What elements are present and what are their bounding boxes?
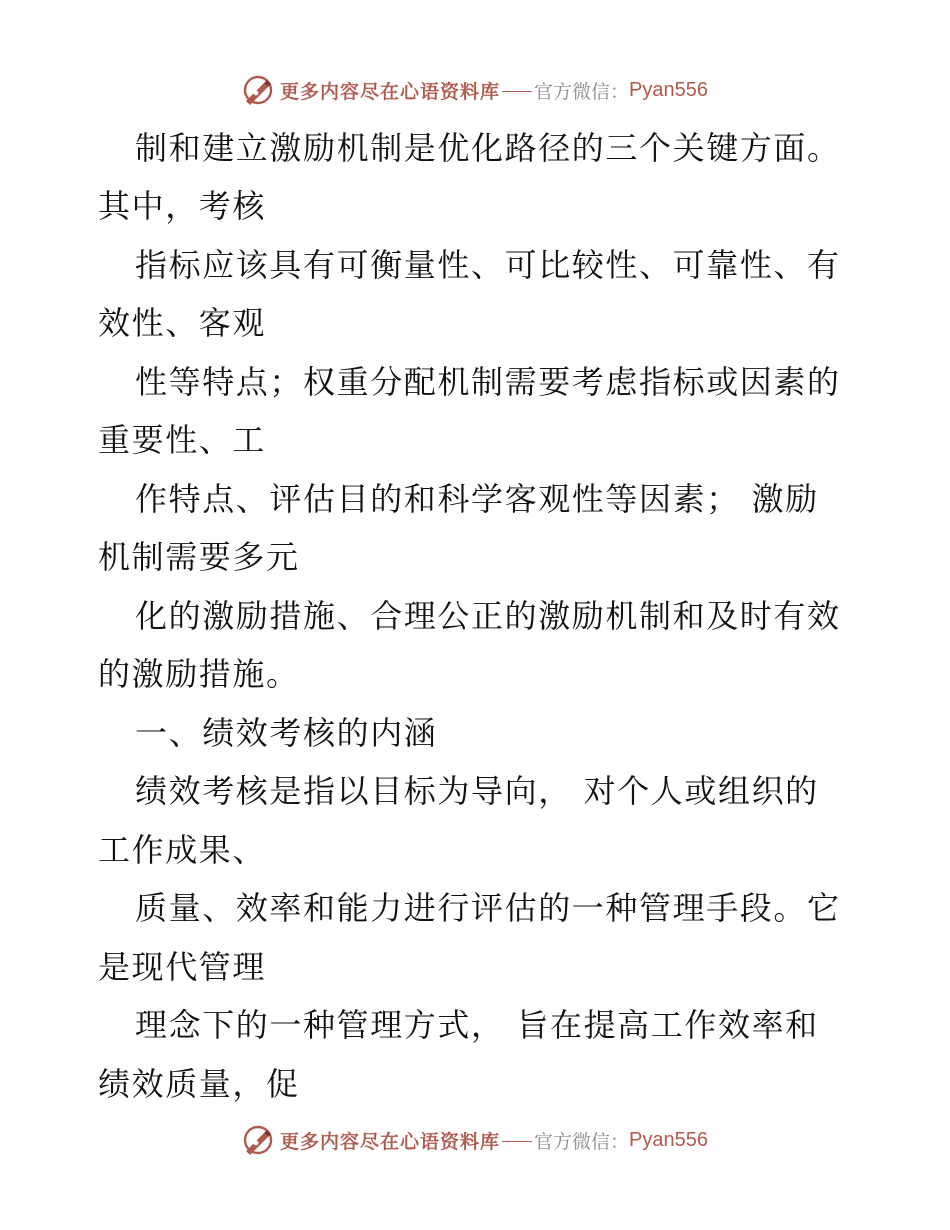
footer-dash bbox=[502, 1141, 532, 1142]
section-heading: 一、绩效考核的内涵 bbox=[135, 714, 438, 752]
footer-brand-text: 更多内容尽在心语资料库 bbox=[280, 1130, 501, 1153]
footer-banner bbox=[0, 1120, 950, 1160]
text-line: 其中，考核 bbox=[98, 187, 267, 225]
text-line: 制和建立激励机制是优化路径的三个关键方面。 bbox=[135, 129, 841, 167]
text-line: 理念下的一种管理方式， 旨在提高工作效率和 bbox=[135, 1006, 819, 1044]
header-dash bbox=[502, 91, 532, 92]
pen-logo-icon bbox=[242, 74, 274, 106]
text-line: 是现代管理 bbox=[98, 948, 267, 986]
footer-official-label: 官方微信： bbox=[534, 1130, 630, 1153]
text-line: 绩效考核是指以目标为导向， 对个人或组织的 bbox=[135, 772, 819, 810]
text-line: 性等特点；权重分配机制需要考虑指标或因素的 bbox=[135, 363, 841, 401]
text-line: 化的激励措施、合理公正的激励机制和及时有效 bbox=[135, 597, 841, 635]
text-line: 绩效质量，促 bbox=[98, 1065, 300, 1103]
header-official-label: 官方微信： bbox=[534, 80, 630, 103]
text-line: 指标应该具有可衡量性、可比较性、可靠性、有 bbox=[135, 246, 841, 284]
text-line: 的激励措施。 bbox=[98, 655, 300, 693]
header-banner bbox=[0, 70, 950, 110]
footer-handle: Pyan556 bbox=[629, 1128, 708, 1151]
text-line: 效性、客观 bbox=[98, 304, 267, 342]
text-line: 机制需要多元 bbox=[98, 538, 300, 576]
header-brand-text: 更多内容尽在心语资料库 bbox=[280, 80, 501, 103]
text-line: 质量、效率和能力进行评估的一种管理手段。它 bbox=[135, 889, 841, 927]
text-line: 工作成果、 bbox=[98, 831, 267, 869]
text-line: 作特点、评估目的和科学客观性等因素； 激励 bbox=[135, 480, 819, 518]
text-line: 重要性、工 bbox=[98, 421, 267, 459]
header-handle: Pyan556 bbox=[629, 78, 708, 101]
pen-logo-icon bbox=[242, 1124, 274, 1156]
